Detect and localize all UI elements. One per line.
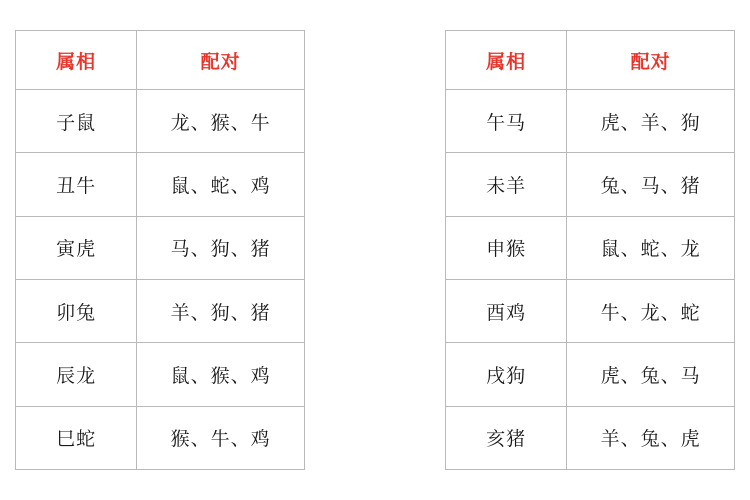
sign-cell: 寅虎 <box>16 216 137 279</box>
table-row <box>16 90 305 153</box>
sign-cell: 巳蛇 <box>16 406 137 469</box>
left-zodiac-table <box>15 30 305 470</box>
sign-cell: 丑牛 <box>16 153 137 216</box>
match-cell: 羊、狗、猪 <box>137 279 305 342</box>
table-row <box>446 406 735 469</box>
match-cell: 龙、猴、牛 <box>137 90 305 153</box>
sign-cell: 申猴 <box>446 216 567 279</box>
table-row <box>16 406 305 469</box>
sign-cell: 午马 <box>446 90 567 153</box>
table-row <box>16 343 305 406</box>
column-header-match: 配对 <box>567 31 735 90</box>
sign-cell: 戌狗 <box>446 343 567 406</box>
sign-cell: 辰龙 <box>16 343 137 406</box>
match-cell: 虎、羊、狗 <box>567 90 735 153</box>
match-cell: 马、狗、猪 <box>137 216 305 279</box>
sign-cell: 子鼠 <box>16 90 137 153</box>
table-row <box>16 216 305 279</box>
match-cell: 鼠、蛇、鸡 <box>137 153 305 216</box>
match-cell: 羊、兔、虎 <box>567 406 735 469</box>
table-row <box>446 279 735 342</box>
table-row <box>446 343 735 406</box>
sign-cell: 亥猪 <box>446 406 567 469</box>
column-header-sign: 属相 <box>16 31 137 90</box>
sign-cell: 酉鸡 <box>446 279 567 342</box>
table-row <box>16 279 305 342</box>
table-header-row <box>16 31 305 90</box>
table-gap <box>305 30 445 470</box>
match-cell: 虎、兔、马 <box>567 343 735 406</box>
table-header-row <box>446 31 735 90</box>
match-cell: 猴、牛、鸡 <box>137 406 305 469</box>
match-cell: 牛、龙、蛇 <box>567 279 735 342</box>
table-row <box>446 216 735 279</box>
table-row <box>446 153 735 216</box>
table-row <box>16 153 305 216</box>
match-cell: 鼠、猴、鸡 <box>137 343 305 406</box>
sign-cell: 卯兔 <box>16 279 137 342</box>
column-header-sign: 属相 <box>446 31 567 90</box>
tables-container <box>15 30 735 470</box>
match-cell: 兔、马、猪 <box>567 153 735 216</box>
column-header-match: 配对 <box>137 31 305 90</box>
table-row <box>446 90 735 153</box>
match-cell: 鼠、蛇、龙 <box>567 216 735 279</box>
right-zodiac-table <box>445 30 735 470</box>
sign-cell: 未羊 <box>446 153 567 216</box>
